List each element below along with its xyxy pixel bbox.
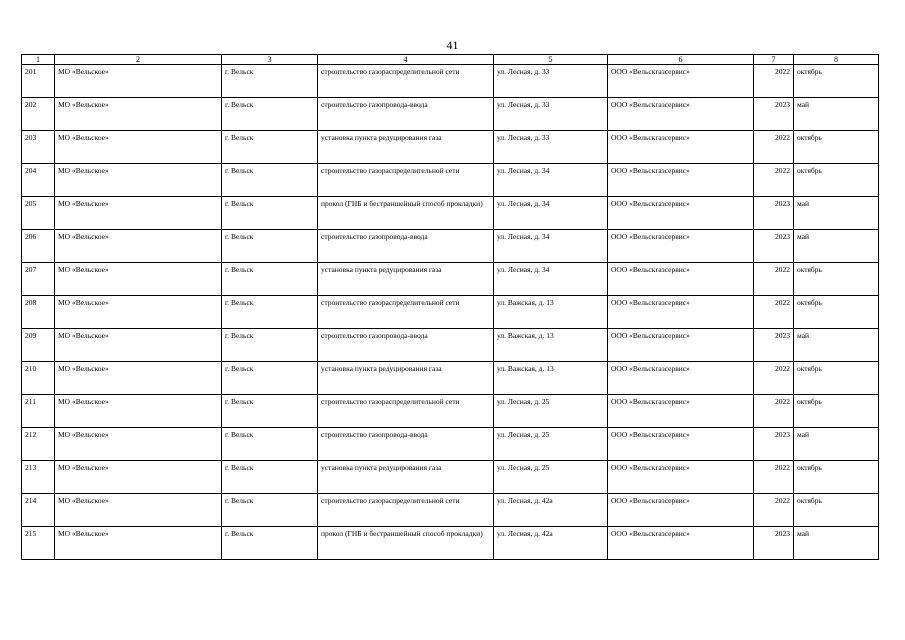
column-header: 1	[22, 55, 55, 65]
works-table	[21, 54, 879, 560]
row-number-cell: 203	[22, 131, 55, 164]
table-row	[22, 164, 879, 197]
locality-cell: г. Вельск	[222, 230, 318, 263]
address-cell: ул. Лесная, д. 25	[494, 395, 608, 428]
organization-cell: ООО «Вельскгазсервис»	[608, 395, 754, 428]
address-cell: ул. Лесная, д. 34	[494, 164, 608, 197]
address-cell: ул. Лесная, д. 34	[494, 197, 608, 230]
organization-cell: ООО «Вельскгазсервис»	[608, 164, 754, 197]
year-cell: 2022	[754, 362, 794, 395]
year-cell: 2022	[754, 131, 794, 164]
year-cell: 2023	[754, 197, 794, 230]
work-type-cell: строительство газопровода-ввода	[318, 98, 494, 131]
municipality-cell: МО «Вельское»	[55, 98, 222, 131]
address-cell: ул. Лесная, д. 25	[494, 461, 608, 494]
locality-cell: г. Вельск	[222, 527, 318, 560]
row-number-cell: 204	[22, 164, 55, 197]
locality-cell: г. Вельск	[222, 296, 318, 329]
organization-cell: ООО «Вельскгазсервис»	[608, 527, 754, 560]
month-cell: октябрь	[794, 494, 879, 527]
month-cell: май	[794, 230, 879, 263]
row-number-cell: 213	[22, 461, 55, 494]
year-cell: 2023	[754, 527, 794, 560]
year-cell: 2022	[754, 395, 794, 428]
municipality-cell: МО «Вельское»	[55, 263, 222, 296]
locality-cell: г. Вельск	[222, 98, 318, 131]
organization-cell: ООО «Вельскгазсервис»	[608, 131, 754, 164]
address-cell: ул. Лесная, д. 42а	[494, 494, 608, 527]
column-header: 2	[55, 55, 222, 65]
municipality-cell: МО «Вельское»	[55, 131, 222, 164]
address-cell: ул. Важская, д. 13	[494, 362, 608, 395]
table-row	[22, 263, 879, 296]
municipality-cell: МО «Вельское»	[55, 65, 222, 98]
locality-cell: г. Вельск	[222, 65, 318, 98]
municipality-cell: МО «Вельское»	[55, 296, 222, 329]
year-cell: 2022	[754, 494, 794, 527]
locality-cell: г. Вельск	[222, 395, 318, 428]
organization-cell: ООО «Вельскгазсервис»	[608, 197, 754, 230]
table-row	[22, 428, 879, 461]
row-number-cell: 207	[22, 263, 55, 296]
page-number: 41	[446, 38, 459, 52]
year-cell: 2022	[754, 164, 794, 197]
table-row	[22, 329, 879, 362]
locality-cell: г. Вельск	[222, 263, 318, 296]
work-type-cell: строительство газораспределительной сети	[318, 164, 494, 197]
table-row	[22, 296, 879, 329]
row-number-cell: 201	[22, 65, 55, 98]
year-cell: 2023	[754, 329, 794, 362]
column-header: 6	[608, 55, 754, 65]
column-header-row	[22, 55, 879, 65]
work-type-cell: строительство газораспределительной сети	[318, 296, 494, 329]
work-type-cell: установка пункта редуцирования газа	[318, 362, 494, 395]
row-number-cell: 206	[22, 230, 55, 263]
column-header: 8	[794, 55, 879, 65]
row-number-cell: 214	[22, 494, 55, 527]
organization-cell: ООО «Вельскгазсервис»	[608, 461, 754, 494]
organization-cell: ООО «Вельскгазсервис»	[608, 230, 754, 263]
column-header: 5	[494, 55, 608, 65]
year-cell: 2023	[754, 98, 794, 131]
municipality-cell: МО «Вельское»	[55, 362, 222, 395]
table-row	[22, 230, 879, 263]
month-cell: май	[794, 197, 879, 230]
municipality-cell: МО «Вельское»	[55, 428, 222, 461]
month-cell: октябрь	[794, 164, 879, 197]
year-cell: 2023	[754, 230, 794, 263]
column-header: 4	[318, 55, 494, 65]
month-cell: май	[794, 428, 879, 461]
year-cell: 2022	[754, 461, 794, 494]
month-cell: октябрь	[794, 362, 879, 395]
locality-cell: г. Вельск	[222, 494, 318, 527]
work-type-cell: прокол (ГНБ и бестраншейный способ прокладки)	[318, 527, 494, 560]
month-cell: май	[794, 329, 879, 362]
municipality-cell: МО «Вельское»	[55, 197, 222, 230]
month-cell: октябрь	[794, 263, 879, 296]
table-row	[22, 494, 879, 527]
locality-cell: г. Вельск	[222, 329, 318, 362]
organization-cell: ООО «Вельскгазсервис»	[608, 329, 754, 362]
municipality-cell: МО «Вельское»	[55, 329, 222, 362]
organization-cell: ООО «Вельскгазсервис»	[608, 98, 754, 131]
year-cell: 2023	[754, 428, 794, 461]
address-cell: ул. Лесная, д. 42а	[494, 527, 608, 560]
table-row	[22, 362, 879, 395]
month-cell: октябрь	[794, 131, 879, 164]
organization-cell: ООО «Вельскгазсервис»	[608, 296, 754, 329]
organization-cell: ООО «Вельскгазсервис»	[608, 263, 754, 296]
column-header: 7	[754, 55, 794, 65]
work-type-cell: строительство газораспределительной сети	[318, 395, 494, 428]
row-number-cell: 212	[22, 428, 55, 461]
row-number-cell: 215	[22, 527, 55, 560]
work-type-cell: прокол (ГНБ и бестраншейный способ прокладки)	[318, 197, 494, 230]
table-body	[22, 65, 879, 560]
table-row	[22, 461, 879, 494]
row-number-cell: 211	[22, 395, 55, 428]
organization-cell: ООО «Вельскгазсервис»	[608, 65, 754, 98]
row-number-cell: 205	[22, 197, 55, 230]
locality-cell: г. Вельск	[222, 164, 318, 197]
address-cell: ул. Лесная, д. 33	[494, 131, 608, 164]
address-cell: ул. Лесная, д. 34	[494, 230, 608, 263]
month-cell: май	[794, 527, 879, 560]
municipality-cell: МО «Вельское»	[55, 527, 222, 560]
locality-cell: г. Вельск	[222, 461, 318, 494]
organization-cell: ООО «Вельскгазсервис»	[608, 428, 754, 461]
locality-cell: г. Вельск	[222, 362, 318, 395]
municipality-cell: МО «Вельское»	[55, 395, 222, 428]
month-cell: май	[794, 98, 879, 131]
municipality-cell: МО «Вельское»	[55, 164, 222, 197]
row-number-cell: 209	[22, 329, 55, 362]
address-cell: ул. Лесная, д. 33	[494, 98, 608, 131]
year-cell: 2022	[754, 65, 794, 98]
address-cell: ул. Лесная, д. 34	[494, 263, 608, 296]
organization-cell: ООО «Вельскгазсервис»	[608, 362, 754, 395]
work-type-cell: установка пункта редуцирования газа	[318, 131, 494, 164]
locality-cell: г. Вельск	[222, 131, 318, 164]
month-cell: октябрь	[794, 296, 879, 329]
month-cell: октябрь	[794, 461, 879, 494]
organization-cell: ООО «Вельскгазсервис»	[608, 494, 754, 527]
work-type-cell: строительство газораспределительной сети	[318, 494, 494, 527]
table-row	[22, 131, 879, 164]
row-number-cell: 208	[22, 296, 55, 329]
municipality-cell: МО «Вельское»	[55, 494, 222, 527]
locality-cell: г. Вельск	[222, 428, 318, 461]
work-type-cell: строительство газопровода-ввода	[318, 428, 494, 461]
municipality-cell: МО «Вельское»	[55, 461, 222, 494]
address-cell: ул. Важская, д. 13	[494, 296, 608, 329]
address-cell: ул. Важская, д. 13	[494, 329, 608, 362]
table-row	[22, 527, 879, 560]
row-number-cell: 210	[22, 362, 55, 395]
table-row	[22, 98, 879, 131]
column-header: 3	[222, 55, 318, 65]
work-type-cell: строительство газораспределительной сети	[318, 65, 494, 98]
year-cell: 2022	[754, 263, 794, 296]
table-row	[22, 65, 879, 98]
month-cell: октябрь	[794, 395, 879, 428]
table-row	[22, 197, 879, 230]
table-row	[22, 395, 879, 428]
row-number-cell: 202	[22, 98, 55, 131]
address-cell: ул. Лесная, д. 33	[494, 65, 608, 98]
work-type-cell: установка пункта редуцирования газа	[318, 461, 494, 494]
address-cell: ул. Лесная, д. 25	[494, 428, 608, 461]
work-type-cell: установка пункта редуцирования газа	[318, 263, 494, 296]
year-cell: 2022	[754, 296, 794, 329]
month-cell: октябрь	[794, 65, 879, 98]
work-type-cell: строительство газопровода-ввода	[318, 230, 494, 263]
work-type-cell: строительство газопровода-ввода	[318, 329, 494, 362]
municipality-cell: МО «Вельское»	[55, 230, 222, 263]
locality-cell: г. Вельск	[222, 197, 318, 230]
